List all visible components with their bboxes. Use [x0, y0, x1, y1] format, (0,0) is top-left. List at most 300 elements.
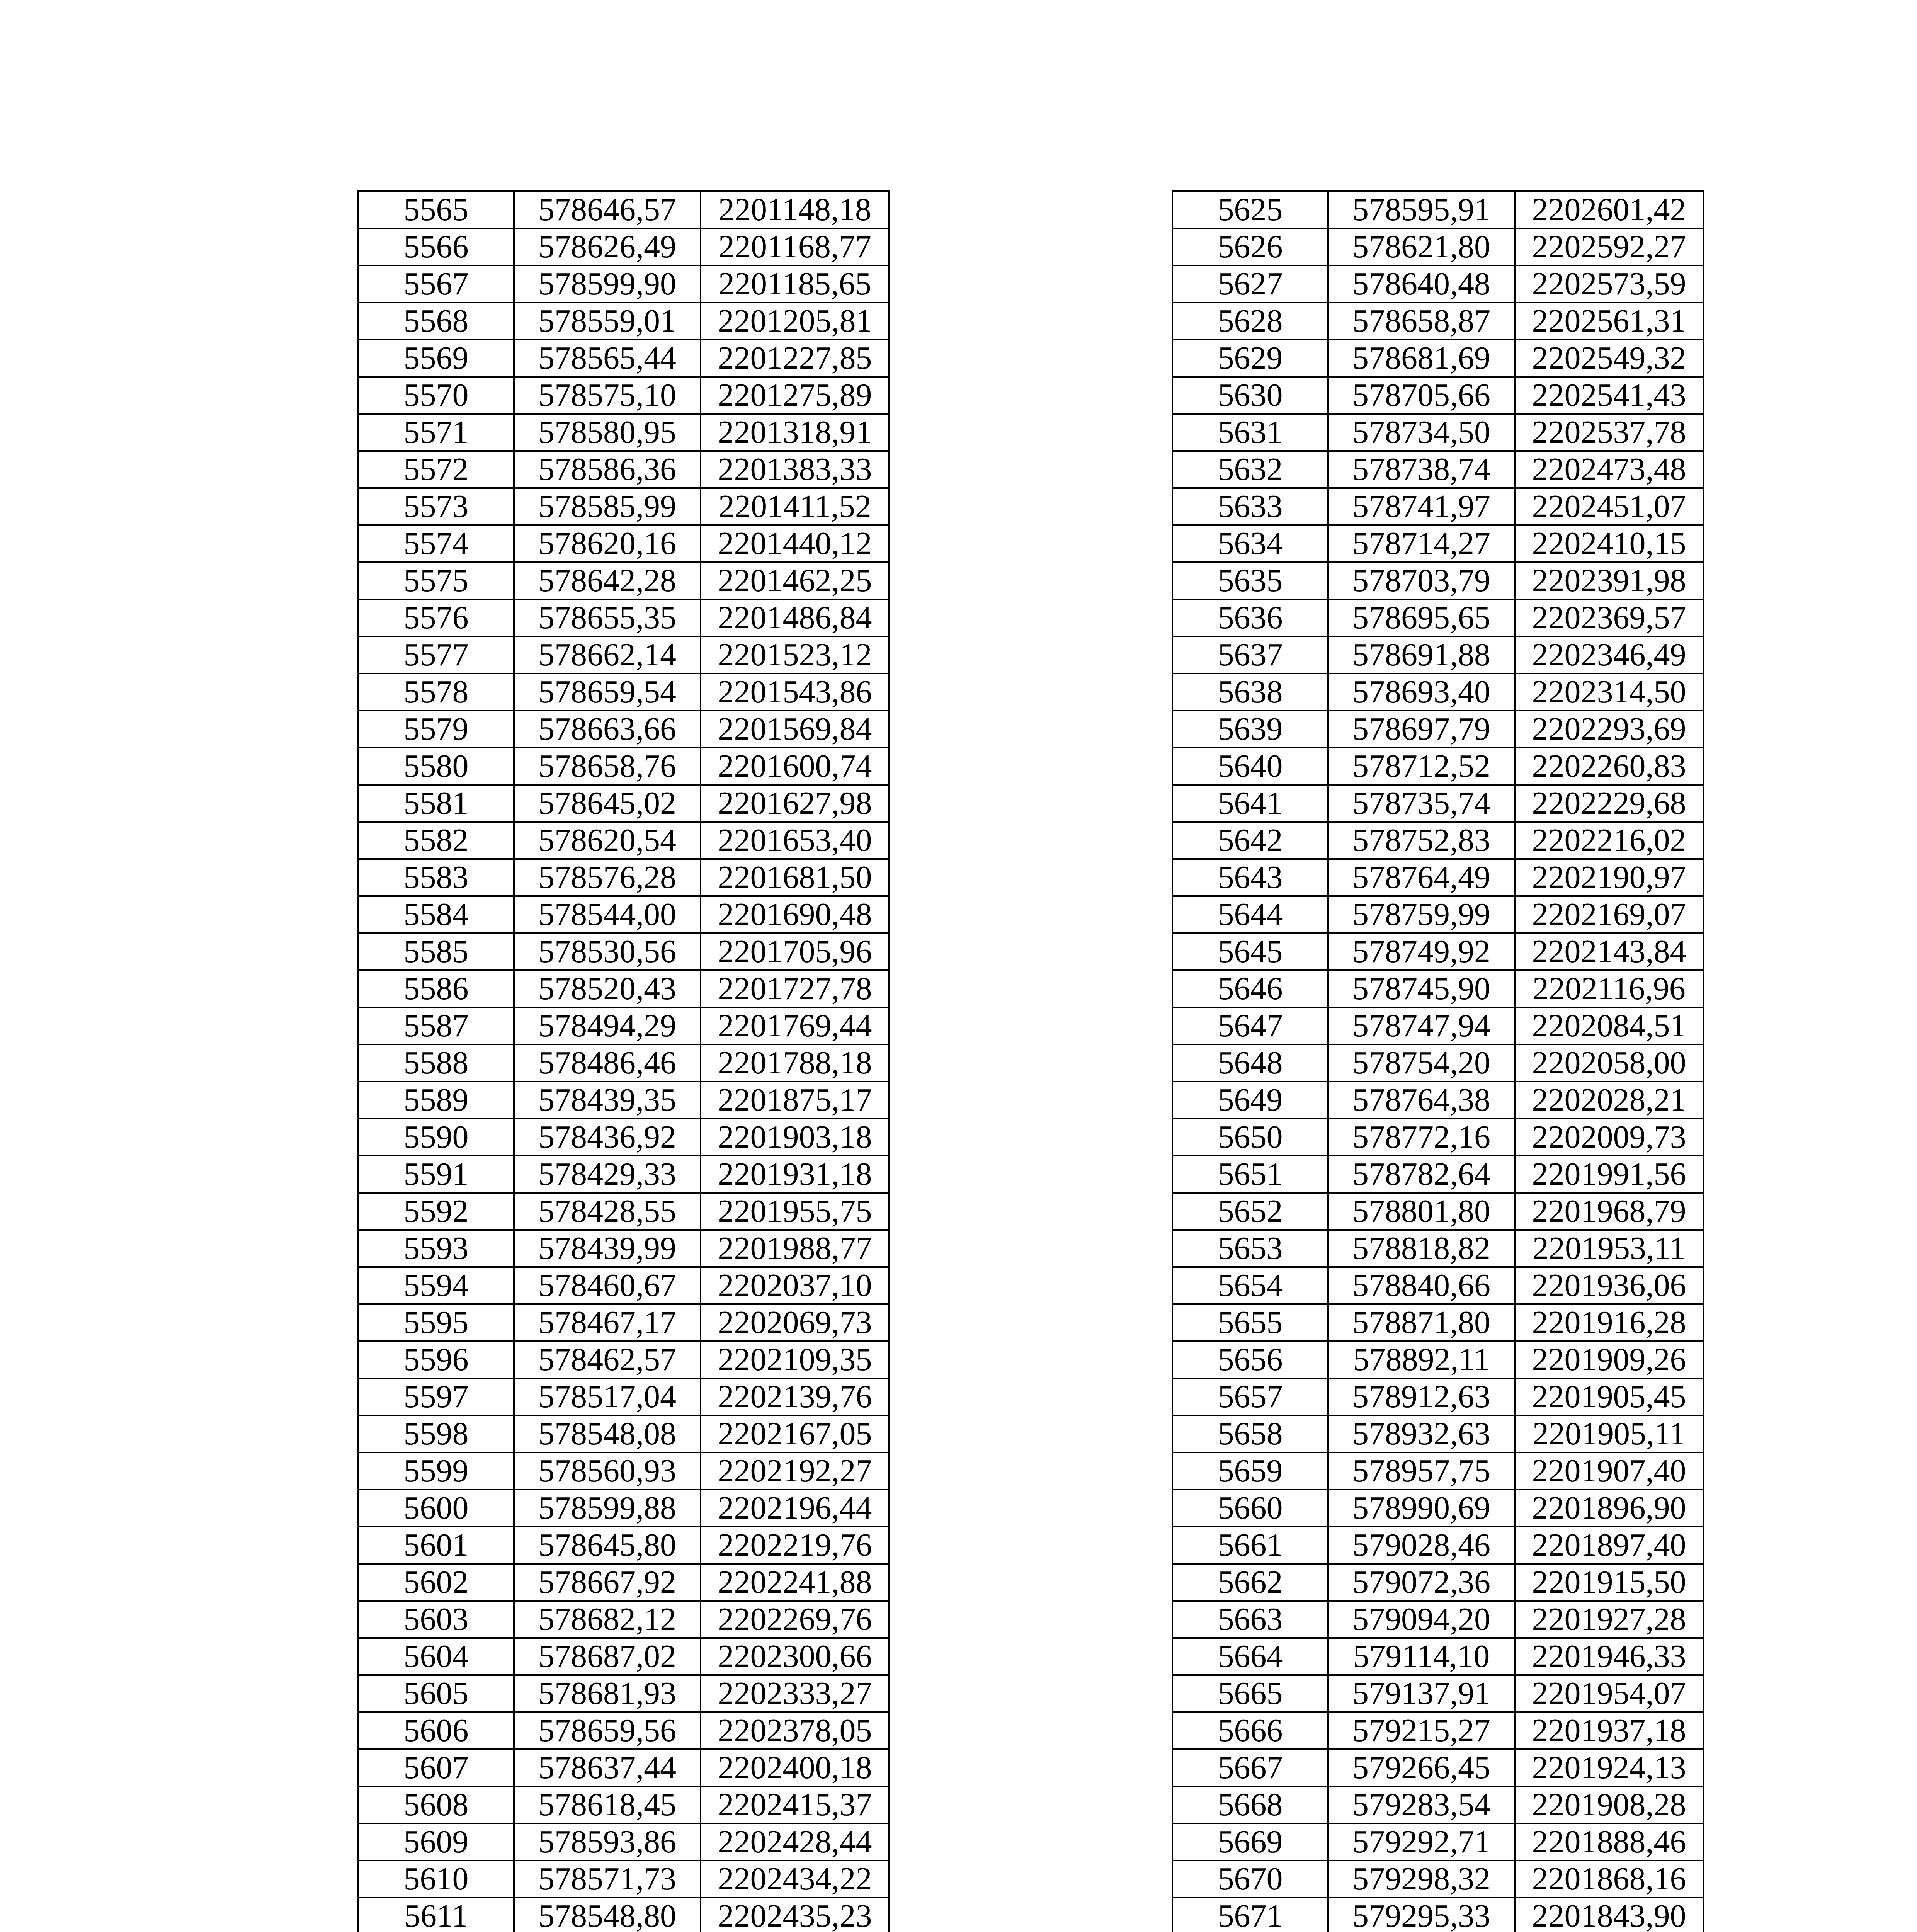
y-coordinate-cell: 2202415,37 — [701, 1786, 889, 1823]
point-number-cell: 5595 — [358, 1304, 514, 1341]
y-coordinate-cell: 2202346,49 — [1515, 636, 1703, 673]
y-coordinate-cell: 2202058,00 — [1515, 1044, 1703, 1082]
table-row — [1172, 562, 1703, 599]
x-coordinate-cell: 578575,10 — [514, 377, 701, 414]
y-coordinate-cell: 2202537,78 — [1515, 414, 1703, 451]
point-number-cell: 5639 — [1172, 711, 1328, 748]
table-row — [358, 822, 889, 859]
x-coordinate-cell: 579137,91 — [1328, 1675, 1515, 1712]
point-number-cell: 5582 — [358, 822, 514, 859]
x-coordinate-cell: 578585,99 — [514, 488, 701, 525]
y-coordinate-cell: 2201185,65 — [701, 265, 889, 303]
y-coordinate-cell: 2201931,18 — [701, 1156, 889, 1193]
y-coordinate-cell: 2201383,33 — [701, 451, 889, 488]
table-row — [358, 191, 889, 228]
point-number-cell: 5628 — [1172, 303, 1328, 340]
table-row — [358, 1601, 889, 1638]
point-number-cell: 5589 — [358, 1082, 514, 1119]
y-coordinate-cell: 2201769,44 — [701, 1007, 889, 1044]
point-number-cell: 5658 — [1172, 1415, 1328, 1452]
table-row — [1172, 1452, 1703, 1490]
table-row — [358, 488, 889, 525]
y-coordinate-cell: 2202541,43 — [1515, 377, 1703, 414]
x-coordinate-cell: 578548,80 — [514, 1898, 701, 1932]
point-number-cell: 5643 — [1172, 859, 1328, 896]
x-coordinate-cell: 579266,45 — [1328, 1749, 1515, 1786]
x-coordinate-cell: 578560,93 — [514, 1452, 701, 1490]
y-coordinate-cell: 2201727,78 — [701, 970, 889, 1007]
table-row — [1172, 1193, 1703, 1230]
y-coordinate-cell: 2201905,45 — [1515, 1378, 1703, 1415]
table-row — [358, 451, 889, 488]
table-row — [1172, 896, 1703, 933]
x-coordinate-cell: 578747,94 — [1328, 1007, 1515, 1044]
table-row — [358, 785, 889, 822]
y-coordinate-cell: 2201946,33 — [1515, 1638, 1703, 1675]
x-coordinate-cell: 578658,87 — [1328, 303, 1515, 340]
x-coordinate-cell: 578712,52 — [1328, 748, 1515, 785]
y-coordinate-cell: 2202391,98 — [1515, 562, 1703, 599]
table-row — [1172, 933, 1703, 970]
table-row — [358, 1638, 889, 1675]
y-coordinate-cell: 2202400,18 — [701, 1749, 889, 1786]
y-coordinate-cell: 2201543,86 — [701, 673, 889, 711]
table-row — [358, 377, 889, 414]
point-number-cell: 5661 — [1172, 1527, 1328, 1564]
table-row — [358, 1564, 889, 1601]
y-coordinate-cell: 2202369,57 — [1515, 599, 1703, 636]
table-row — [358, 1119, 889, 1156]
coordinates-table-body — [358, 191, 889, 1932]
x-coordinate-cell: 579215,27 — [1328, 1712, 1515, 1749]
table-row — [358, 1193, 889, 1230]
table-row — [1172, 377, 1703, 414]
y-coordinate-cell: 2201227,85 — [701, 340, 889, 377]
x-coordinate-cell: 578772,16 — [1328, 1119, 1515, 1156]
table-row — [358, 340, 889, 377]
table-row — [358, 1786, 889, 1823]
x-coordinate-cell: 578637,44 — [514, 1749, 701, 1786]
point-number-cell: 5605 — [358, 1675, 514, 1712]
x-coordinate-cell: 578520,43 — [514, 970, 701, 1007]
x-coordinate-cell: 578697,79 — [1328, 711, 1515, 748]
x-coordinate-cell: 578544,00 — [514, 896, 701, 933]
x-coordinate-cell: 578932,63 — [1328, 1415, 1515, 1452]
x-coordinate-cell: 578428,55 — [514, 1193, 701, 1230]
y-coordinate-cell: 2201843,90 — [1515, 1898, 1703, 1932]
x-coordinate-cell: 578593,86 — [514, 1823, 701, 1861]
x-coordinate-cell: 578621,80 — [1328, 228, 1515, 265]
x-coordinate-cell: 578548,08 — [514, 1415, 701, 1452]
x-coordinate-cell: 578741,97 — [1328, 488, 1515, 525]
table-row — [358, 265, 889, 303]
table-row — [1172, 1712, 1703, 1749]
point-number-cell: 5638 — [1172, 673, 1328, 711]
point-number-cell: 5609 — [358, 1823, 514, 1861]
table-row — [358, 636, 889, 673]
point-number-cell: 5636 — [1172, 599, 1328, 636]
table-row — [1172, 1267, 1703, 1304]
table-row — [1172, 1490, 1703, 1527]
y-coordinate-cell: 2202269,76 — [701, 1601, 889, 1638]
table-row — [1172, 711, 1703, 748]
table-row — [1172, 228, 1703, 265]
y-coordinate-cell: 2202293,69 — [1515, 711, 1703, 748]
table-row — [358, 228, 889, 265]
point-number-cell: 5642 — [1172, 822, 1328, 859]
table-row — [1172, 1786, 1703, 1823]
table-row — [358, 525, 889, 562]
y-coordinate-cell: 2201788,18 — [701, 1044, 889, 1082]
table-row — [1172, 1638, 1703, 1675]
point-number-cell: 5670 — [1172, 1861, 1328, 1898]
table-row — [358, 673, 889, 711]
x-coordinate-cell: 578738,74 — [1328, 451, 1515, 488]
y-coordinate-cell: 2202219,76 — [701, 1527, 889, 1564]
point-number-cell: 5668 — [1172, 1786, 1328, 1823]
point-number-cell: 5629 — [1172, 340, 1328, 377]
x-coordinate-cell: 578759,99 — [1328, 896, 1515, 933]
y-coordinate-cell: 2201440,12 — [701, 525, 889, 562]
x-coordinate-cell: 578645,80 — [514, 1527, 701, 1564]
x-coordinate-cell: 578494,29 — [514, 1007, 701, 1044]
x-coordinate-cell: 578626,49 — [514, 228, 701, 265]
point-number-cell: 5646 — [1172, 970, 1328, 1007]
x-coordinate-cell: 578655,35 — [514, 599, 701, 636]
point-number-cell: 5631 — [1172, 414, 1328, 451]
y-coordinate-cell: 2201905,11 — [1515, 1415, 1703, 1452]
point-number-cell: 5648 — [1172, 1044, 1328, 1082]
table-row — [1172, 525, 1703, 562]
x-coordinate-cell: 578658,76 — [514, 748, 701, 785]
y-coordinate-cell: 2202333,27 — [701, 1675, 889, 1712]
table-row — [1172, 1675, 1703, 1712]
y-coordinate-cell: 2201924,13 — [1515, 1749, 1703, 1786]
point-number-cell: 5577 — [358, 636, 514, 673]
x-coordinate-cell: 579295,33 — [1328, 1898, 1515, 1932]
x-coordinate-cell: 578530,56 — [514, 933, 701, 970]
y-coordinate-cell: 2201681,50 — [701, 859, 889, 896]
y-coordinate-cell: 2202084,51 — [1515, 1007, 1703, 1044]
point-number-cell: 5579 — [358, 711, 514, 748]
y-coordinate-cell: 2201653,40 — [701, 822, 889, 859]
y-coordinate-cell: 2202561,31 — [1515, 303, 1703, 340]
y-coordinate-cell: 2201275,89 — [701, 377, 889, 414]
x-coordinate-cell: 579298,32 — [1328, 1861, 1515, 1898]
x-coordinate-cell: 579283,54 — [1328, 1786, 1515, 1823]
table-row — [358, 748, 889, 785]
table-row — [1172, 1378, 1703, 1415]
x-coordinate-cell: 578682,12 — [514, 1601, 701, 1638]
y-coordinate-cell: 2201168,77 — [701, 228, 889, 265]
point-number-cell: 5601 — [358, 1527, 514, 1564]
point-number-cell: 5641 — [1172, 785, 1328, 822]
y-coordinate-cell: 2201955,75 — [701, 1193, 889, 1230]
y-coordinate-cell: 2202229,68 — [1515, 785, 1703, 822]
table-row — [358, 414, 889, 451]
y-coordinate-cell: 2201875,17 — [701, 1082, 889, 1119]
x-coordinate-cell: 579028,46 — [1328, 1527, 1515, 1564]
x-coordinate-cell: 578871,80 — [1328, 1304, 1515, 1341]
x-coordinate-cell: 578818,82 — [1328, 1230, 1515, 1267]
table-row — [1172, 748, 1703, 785]
table-row — [358, 1861, 889, 1898]
x-coordinate-cell: 578645,02 — [514, 785, 701, 822]
x-coordinate-cell: 578691,88 — [1328, 636, 1515, 673]
point-number-cell: 5610 — [358, 1861, 514, 1898]
y-coordinate-cell: 2201462,25 — [701, 562, 889, 599]
y-coordinate-cell: 2201868,16 — [1515, 1861, 1703, 1898]
point-number-cell: 5600 — [358, 1490, 514, 1527]
point-number-cell: 5662 — [1172, 1564, 1328, 1601]
table-row — [1172, 451, 1703, 488]
point-number-cell: 5575 — [358, 562, 514, 599]
coordinates-table-left — [357, 190, 890, 1932]
table-row — [1172, 1119, 1703, 1156]
y-coordinate-cell: 2201690,48 — [701, 896, 889, 933]
point-number-cell: 5669 — [1172, 1823, 1328, 1861]
point-number-cell: 5573 — [358, 488, 514, 525]
point-number-cell: 5649 — [1172, 1082, 1328, 1119]
point-number-cell: 5664 — [1172, 1638, 1328, 1675]
y-coordinate-cell: 2202192,27 — [701, 1452, 889, 1490]
y-coordinate-cell: 2202300,66 — [701, 1638, 889, 1675]
point-number-cell: 5635 — [1172, 562, 1328, 599]
point-number-cell: 5578 — [358, 673, 514, 711]
table-row — [1172, 673, 1703, 711]
x-coordinate-cell: 579094,20 — [1328, 1601, 1515, 1638]
table-row — [1172, 636, 1703, 673]
point-number-cell: 5597 — [358, 1378, 514, 1415]
table-row — [1172, 1415, 1703, 1452]
table-row — [358, 1415, 889, 1452]
x-coordinate-cell: 578640,48 — [1328, 265, 1515, 303]
point-number-cell: 5588 — [358, 1044, 514, 1082]
table-row — [358, 1082, 889, 1119]
point-number-cell: 5627 — [1172, 265, 1328, 303]
table-row — [358, 1749, 889, 1786]
y-coordinate-cell: 2202428,44 — [701, 1823, 889, 1861]
x-coordinate-cell: 578662,14 — [514, 636, 701, 673]
point-number-cell: 5640 — [1172, 748, 1328, 785]
x-coordinate-cell: 578764,49 — [1328, 859, 1515, 896]
table-row — [1172, 1230, 1703, 1267]
y-coordinate-cell: 2201148,18 — [701, 191, 889, 228]
x-coordinate-cell: 578646,57 — [514, 191, 701, 228]
table-row — [1172, 340, 1703, 377]
y-coordinate-cell: 2202143,84 — [1515, 933, 1703, 970]
y-coordinate-cell: 2201897,40 — [1515, 1527, 1703, 1564]
point-number-cell: 5584 — [358, 896, 514, 933]
x-coordinate-cell: 578565,44 — [514, 340, 701, 377]
y-coordinate-cell: 2201486,84 — [701, 599, 889, 636]
table-row — [358, 970, 889, 1007]
y-coordinate-cell: 2201888,46 — [1515, 1823, 1703, 1861]
y-coordinate-cell: 2202167,05 — [701, 1415, 889, 1452]
y-coordinate-cell: 2202410,15 — [1515, 525, 1703, 562]
y-coordinate-cell: 2202314,50 — [1515, 673, 1703, 711]
table-row — [358, 1304, 889, 1341]
table-row — [358, 1527, 889, 1564]
y-coordinate-cell: 2201523,12 — [701, 636, 889, 673]
point-number-cell: 5625 — [1172, 191, 1328, 228]
point-number-cell: 5663 — [1172, 1601, 1328, 1638]
point-number-cell: 5569 — [358, 340, 514, 377]
y-coordinate-cell: 2202451,07 — [1515, 488, 1703, 525]
y-coordinate-cell: 2202592,27 — [1515, 228, 1703, 265]
point-number-cell: 5570 — [358, 377, 514, 414]
table-row — [358, 711, 889, 748]
x-coordinate-cell: 578439,99 — [514, 1230, 701, 1267]
table-row — [358, 303, 889, 340]
x-coordinate-cell: 578462,57 — [514, 1341, 701, 1378]
x-coordinate-cell: 578659,54 — [514, 673, 701, 711]
table-row — [1172, 1341, 1703, 1378]
table-row — [1172, 1082, 1703, 1119]
table-row — [1172, 970, 1703, 1007]
x-coordinate-cell: 578460,67 — [514, 1267, 701, 1304]
table-row — [1172, 414, 1703, 451]
y-coordinate-cell: 2201908,28 — [1515, 1786, 1703, 1823]
y-coordinate-cell: 2202009,73 — [1515, 1119, 1703, 1156]
y-coordinate-cell: 2201916,28 — [1515, 1304, 1703, 1341]
table-row — [358, 1490, 889, 1527]
table-row — [1172, 1601, 1703, 1638]
point-number-cell: 5665 — [1172, 1675, 1328, 1712]
table-row — [358, 1378, 889, 1415]
y-coordinate-cell: 2202473,48 — [1515, 451, 1703, 488]
y-coordinate-cell: 2201991,56 — [1515, 1156, 1703, 1193]
coordinates-table-body — [1172, 191, 1703, 1932]
y-coordinate-cell: 2201600,74 — [701, 748, 889, 785]
point-number-cell: 5594 — [358, 1267, 514, 1304]
y-coordinate-cell: 2201968,79 — [1515, 1193, 1703, 1230]
point-number-cell: 5607 — [358, 1749, 514, 1786]
y-coordinate-cell: 2202601,42 — [1515, 191, 1703, 228]
point-number-cell: 5611 — [358, 1898, 514, 1932]
table-row — [358, 1341, 889, 1378]
point-number-cell: 5647 — [1172, 1007, 1328, 1044]
x-coordinate-cell: 578663,66 — [514, 711, 701, 748]
table-row — [1172, 1861, 1703, 1898]
point-number-cell: 5667 — [1172, 1749, 1328, 1786]
y-coordinate-cell: 2202378,05 — [701, 1712, 889, 1749]
table-row — [1172, 1898, 1703, 1932]
table-row — [358, 562, 889, 599]
x-coordinate-cell: 578681,69 — [1328, 340, 1515, 377]
point-number-cell: 5592 — [358, 1193, 514, 1230]
point-number-cell: 5599 — [358, 1452, 514, 1490]
table-row — [1172, 191, 1703, 228]
point-number-cell: 5596 — [358, 1341, 514, 1378]
x-coordinate-cell: 578436,92 — [514, 1119, 701, 1156]
point-number-cell: 5654 — [1172, 1267, 1328, 1304]
x-coordinate-cell: 579072,36 — [1328, 1564, 1515, 1601]
table-row — [358, 1156, 889, 1193]
x-coordinate-cell: 578764,38 — [1328, 1082, 1515, 1119]
table-row — [358, 1267, 889, 1304]
y-coordinate-cell: 2201569,84 — [701, 711, 889, 748]
x-coordinate-cell: 578840,66 — [1328, 1267, 1515, 1304]
table-row — [1172, 1156, 1703, 1193]
y-coordinate-cell: 2201705,96 — [701, 933, 889, 970]
x-coordinate-cell: 578703,79 — [1328, 562, 1515, 599]
point-number-cell: 5630 — [1172, 377, 1328, 414]
point-number-cell: 5590 — [358, 1119, 514, 1156]
point-number-cell: 5606 — [358, 1712, 514, 1749]
point-number-cell: 5598 — [358, 1415, 514, 1452]
table-row — [358, 1230, 889, 1267]
x-coordinate-cell: 578642,28 — [514, 562, 701, 599]
y-coordinate-cell: 2201936,06 — [1515, 1267, 1703, 1304]
point-number-cell: 5632 — [1172, 451, 1328, 488]
point-number-cell: 5626 — [1172, 228, 1328, 265]
x-coordinate-cell: 578705,66 — [1328, 377, 1515, 414]
point-number-cell: 5666 — [1172, 1712, 1328, 1749]
point-number-cell: 5637 — [1172, 636, 1328, 673]
x-coordinate-cell: 578517,04 — [514, 1378, 701, 1415]
x-coordinate-cell: 578687,02 — [514, 1638, 701, 1675]
y-coordinate-cell: 2202069,73 — [701, 1304, 889, 1341]
x-coordinate-cell: 578620,54 — [514, 822, 701, 859]
y-coordinate-cell: 2202573,59 — [1515, 265, 1703, 303]
point-number-cell: 5591 — [358, 1156, 514, 1193]
x-coordinate-cell: 578620,16 — [514, 525, 701, 562]
table-row — [358, 1898, 889, 1932]
point-number-cell: 5576 — [358, 599, 514, 636]
y-coordinate-cell: 2201915,50 — [1515, 1564, 1703, 1601]
point-number-cell: 5572 — [358, 451, 514, 488]
table-row — [1172, 303, 1703, 340]
x-coordinate-cell: 578745,90 — [1328, 970, 1515, 1007]
y-coordinate-cell: 2201927,28 — [1515, 1601, 1703, 1638]
table-row — [1172, 265, 1703, 303]
x-coordinate-cell: 578990,69 — [1328, 1490, 1515, 1527]
point-number-cell: 5585 — [358, 933, 514, 970]
y-coordinate-cell: 2201937,18 — [1515, 1712, 1703, 1749]
y-coordinate-cell: 2202037,10 — [701, 1267, 889, 1304]
x-coordinate-cell: 578735,74 — [1328, 785, 1515, 822]
table-row — [358, 599, 889, 636]
point-number-cell: 5565 — [358, 191, 514, 228]
x-coordinate-cell: 578782,64 — [1328, 1156, 1515, 1193]
point-number-cell: 5655 — [1172, 1304, 1328, 1341]
y-coordinate-cell: 2202109,35 — [701, 1341, 889, 1378]
point-number-cell: 5593 — [358, 1230, 514, 1267]
y-coordinate-cell: 2201896,90 — [1515, 1490, 1703, 1527]
x-coordinate-cell: 578695,65 — [1328, 599, 1515, 636]
x-coordinate-cell: 578681,93 — [514, 1675, 701, 1712]
table-row — [358, 1823, 889, 1861]
y-coordinate-cell: 2201627,98 — [701, 785, 889, 822]
y-coordinate-cell: 2202434,22 — [701, 1861, 889, 1898]
x-coordinate-cell: 578752,83 — [1328, 822, 1515, 859]
point-number-cell: 5586 — [358, 970, 514, 1007]
point-number-cell: 5656 — [1172, 1341, 1328, 1378]
y-coordinate-cell: 2202139,76 — [701, 1378, 889, 1415]
point-number-cell: 5650 — [1172, 1119, 1328, 1156]
point-number-cell: 5645 — [1172, 933, 1328, 970]
point-number-cell: 5566 — [358, 228, 514, 265]
y-coordinate-cell: 2202435,23 — [701, 1898, 889, 1932]
x-coordinate-cell: 578912,63 — [1328, 1378, 1515, 1415]
y-coordinate-cell: 2202216,02 — [1515, 822, 1703, 859]
y-coordinate-cell: 2202260,83 — [1515, 748, 1703, 785]
point-number-cell: 5634 — [1172, 525, 1328, 562]
y-coordinate-cell: 2202169,07 — [1515, 896, 1703, 933]
table-row — [1172, 859, 1703, 896]
x-coordinate-cell: 578659,56 — [514, 1712, 701, 1749]
